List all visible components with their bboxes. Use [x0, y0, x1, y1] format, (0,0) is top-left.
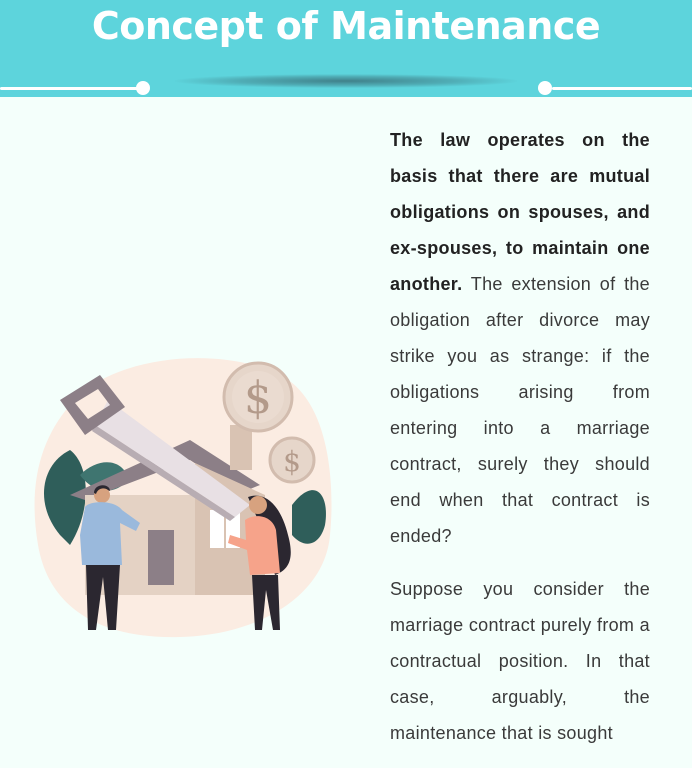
house-door: [148, 530, 174, 585]
page-header: [0, 0, 692, 97]
coin-large-symbol: $: [244, 373, 272, 424]
house-chimney: [230, 425, 252, 470]
header-dot-left: [136, 81, 150, 95]
divorce-house-illustration: [30, 345, 340, 645]
paragraph-2: Suppose you consider the marriage contract purely from a contractual position. In that case, arguably, the maintenance that is sought: [390, 579, 650, 743]
paragraph-1: [390, 122, 650, 554]
header-shadow-decoration: [175, 74, 517, 88]
header-dot-right: [538, 81, 552, 95]
woman-head: [249, 496, 267, 514]
paragraph-1-lead: The law operates on the basis that there are mutual obligations on spouses, and ex-spouses, to maintain one another.: [390, 130, 650, 294]
paragraph-1-rest: The extension of the obligation after divorce may strike you as strange: if the obligations arising from entering into a marriage contract, surely they should end when that contract is ended?: [390, 274, 650, 546]
article-text: [390, 122, 650, 768]
header-line-right: [552, 87, 692, 90]
page-title: Concept of Maintenance: [91, 4, 601, 48]
header-line-left: [0, 87, 140, 90]
coin-small-symbol: $: [283, 445, 301, 478]
